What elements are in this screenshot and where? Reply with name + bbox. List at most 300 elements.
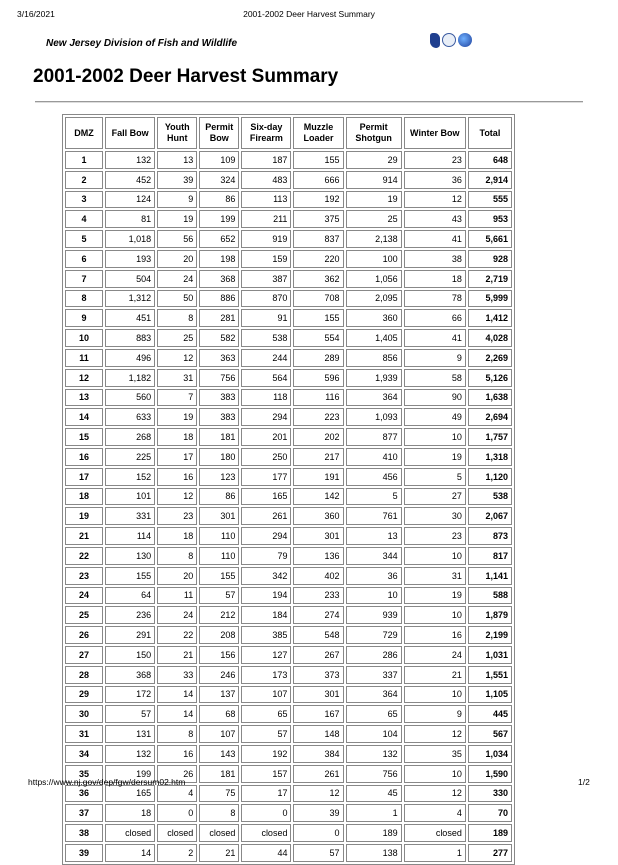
table-cell: 173: [241, 666, 291, 684]
table-cell: 116: [293, 389, 343, 407]
table-cell: 2,095: [346, 290, 402, 308]
table-cell: 9: [404, 349, 466, 367]
table-row: [65, 646, 512, 664]
total-cell: 5,661: [468, 230, 512, 248]
table-cell: 56: [157, 230, 197, 248]
table-cell: 202: [293, 428, 343, 446]
table-cell: 883: [105, 329, 155, 347]
table-cell: 220: [293, 250, 343, 268]
table-row: [65, 547, 512, 565]
table-cell: 81: [105, 210, 155, 228]
table-cell: 1,093: [346, 408, 402, 426]
table-cell: 155: [105, 567, 155, 585]
table-cell: 65: [241, 705, 291, 723]
table-cell: 191: [293, 468, 343, 486]
table-header-row: [65, 117, 512, 149]
dmz-cell: 8: [65, 290, 103, 308]
table-cell: 107: [241, 686, 291, 704]
table-cell: 504: [105, 270, 155, 288]
table-cell: 756: [346, 765, 402, 783]
table-cell: 246: [199, 666, 239, 684]
total-cell: 5,999: [468, 290, 512, 308]
dmz-cell: 39: [65, 844, 103, 862]
table-cell: 64: [105, 587, 155, 605]
dmz-cell: 27: [65, 646, 103, 664]
table-cell: 212: [199, 606, 239, 624]
table-cell: 25: [157, 329, 197, 347]
column-header: Permit Shotgun: [346, 117, 402, 149]
total-cell: 567: [468, 725, 512, 743]
table-row: [65, 804, 512, 822]
table-cell: 12: [157, 488, 197, 506]
table-cell: 132: [105, 745, 155, 763]
table-row: [65, 250, 512, 268]
table-row: [65, 171, 512, 189]
table-cell: 41: [404, 329, 466, 347]
table-cell: 10: [404, 547, 466, 565]
table-cell: 65: [346, 705, 402, 723]
table-cell: 363: [199, 349, 239, 367]
table-cell: 157: [241, 765, 291, 783]
table-cell: 23: [404, 527, 466, 545]
table-row: [65, 725, 512, 743]
table-cell: 886: [199, 290, 239, 308]
table-cell: 187: [241, 151, 291, 169]
table-cell: 939: [346, 606, 402, 624]
dmz-cell: 26: [65, 626, 103, 644]
table-cell: 36: [346, 567, 402, 585]
table-row: [65, 408, 512, 426]
table-cell: 167: [293, 705, 343, 723]
table-cell: 184: [241, 606, 291, 624]
table-row: [65, 507, 512, 525]
table-cell: 208: [199, 626, 239, 644]
table-cell: 21: [199, 844, 239, 862]
total-cell: 1,879: [468, 606, 512, 624]
total-cell: 2,269: [468, 349, 512, 367]
table-cell: 10: [346, 587, 402, 605]
table-row: [65, 824, 512, 842]
table-cell: 8: [157, 547, 197, 565]
dmz-cell: 10: [65, 329, 103, 347]
table-cell: 101: [105, 488, 155, 506]
table-row: [65, 686, 512, 704]
table-cell: closed: [157, 824, 197, 842]
table-cell: 11: [157, 587, 197, 605]
page-title: 2001-2002 Deer Harvest Summary: [33, 66, 339, 87]
table-cell: 870: [241, 290, 291, 308]
table-cell: 100: [346, 250, 402, 268]
table-cell: 57: [199, 587, 239, 605]
dmz-cell: 25: [65, 606, 103, 624]
table-cell: 496: [105, 349, 155, 367]
dmz-cell: 4: [65, 210, 103, 228]
print-date: 3/16/2021: [17, 9, 55, 19]
table-cell: 223: [293, 408, 343, 426]
column-header: Youth Hunt: [157, 117, 197, 149]
table-cell: 12: [157, 349, 197, 367]
table-cell: 20: [157, 567, 197, 585]
table-cell: 127: [241, 646, 291, 664]
table-cell: 181: [199, 428, 239, 446]
table-cell: 364: [346, 686, 402, 704]
page-number: 1/2: [578, 777, 590, 787]
table-cell: 360: [346, 309, 402, 327]
table-cell: closed: [105, 824, 155, 842]
table-cell: 35: [404, 745, 466, 763]
dmz-cell: 21: [65, 527, 103, 545]
table-cell: 79: [241, 547, 291, 565]
dmz-cell: 1: [65, 151, 103, 169]
table-cell: 375: [293, 210, 343, 228]
table-cell: closed: [241, 824, 291, 842]
table-cell: 194: [241, 587, 291, 605]
table-row: [65, 151, 512, 169]
table-cell: 29: [346, 151, 402, 169]
table-cell: 337: [346, 666, 402, 684]
table-cell: 130: [105, 547, 155, 565]
total-cell: 2,914: [468, 171, 512, 189]
dmz-cell: 7: [65, 270, 103, 288]
table-cell: 373: [293, 666, 343, 684]
table-cell: 294: [241, 408, 291, 426]
table-cell: 45: [346, 785, 402, 803]
dmz-cell: 29: [65, 686, 103, 704]
table-cell: 286: [346, 646, 402, 664]
table-cell: 554: [293, 329, 343, 347]
table-cell: 564: [241, 369, 291, 387]
table-cell: 5: [404, 468, 466, 486]
total-cell: 4,028: [468, 329, 512, 347]
table-cell: 538: [241, 329, 291, 347]
table-cell: 18: [105, 804, 155, 822]
table-cell: 289: [293, 349, 343, 367]
table-cell: 44: [241, 844, 291, 862]
table-cell: 114: [105, 527, 155, 545]
table-cell: 281: [199, 309, 239, 327]
table-cell: 155: [199, 567, 239, 585]
table-cell: 14: [157, 686, 197, 704]
total-cell: 277: [468, 844, 512, 862]
table-cell: 13: [346, 527, 402, 545]
table-cell: 233: [293, 587, 343, 605]
table-cell: closed: [199, 824, 239, 842]
dmz-cell: 22: [65, 547, 103, 565]
table-cell: 18: [157, 428, 197, 446]
table-cell: 652: [199, 230, 239, 248]
table-cell: 16: [157, 745, 197, 763]
table-cell: 110: [199, 527, 239, 545]
table-cell: 113: [241, 191, 291, 209]
table-cell: 23: [404, 151, 466, 169]
total-cell: 189: [468, 824, 512, 842]
table-cell: 131: [105, 725, 155, 743]
table-cell: 342: [241, 567, 291, 585]
table-row: [65, 369, 512, 387]
total-cell: 1,551: [468, 666, 512, 684]
table-row: [65, 309, 512, 327]
table-cell: 193: [105, 250, 155, 268]
dmz-cell: 24: [65, 587, 103, 605]
table-cell: 261: [293, 765, 343, 783]
table-cell: 118: [241, 389, 291, 407]
print-title: 2001-2002 Deer Harvest Summary: [243, 9, 375, 19]
table-cell: 49: [404, 408, 466, 426]
table-cell: 16: [157, 468, 197, 486]
dmz-cell: 9: [65, 309, 103, 327]
table-cell: 172: [105, 686, 155, 704]
table-cell: 137: [199, 686, 239, 704]
table-cell: 384: [293, 745, 343, 763]
table-cell: 8: [157, 309, 197, 327]
table-cell: 368: [199, 270, 239, 288]
table-cell: 919: [241, 230, 291, 248]
table-cell: 877: [346, 428, 402, 446]
table-cell: 14: [157, 705, 197, 723]
table-cell: 410: [346, 448, 402, 466]
table-cell: 9: [157, 191, 197, 209]
table-cell: 9: [404, 705, 466, 723]
table-cell: 452: [105, 171, 155, 189]
table-cell: 19: [404, 587, 466, 605]
table-row: [65, 705, 512, 723]
table-cell: 582: [199, 329, 239, 347]
table-cell: 198: [199, 250, 239, 268]
total-cell: 873: [468, 527, 512, 545]
dmz-cell: 34: [65, 745, 103, 763]
dmz-cell: 13: [65, 389, 103, 407]
table-cell: 66: [404, 309, 466, 327]
table-cell: 21: [404, 666, 466, 684]
table-cell: 560: [105, 389, 155, 407]
table-cell: 19: [157, 210, 197, 228]
dmz-cell: 18: [65, 488, 103, 506]
table-cell: 16: [404, 626, 466, 644]
table-cell: 261: [241, 507, 291, 525]
total-cell: 648: [468, 151, 512, 169]
table-cell: 25: [346, 210, 402, 228]
table-cell: 50: [157, 290, 197, 308]
table-row: [65, 666, 512, 684]
dmz-cell: 36: [65, 785, 103, 803]
table-cell: 36: [404, 171, 466, 189]
table-cell: 123: [199, 468, 239, 486]
total-cell: 2,694: [468, 408, 512, 426]
dmz-cell: 12: [65, 369, 103, 387]
table-cell: 143: [199, 745, 239, 763]
dmz-cell: 28: [65, 666, 103, 684]
table-cell: 12: [404, 191, 466, 209]
table-cell: 155: [293, 309, 343, 327]
agency-name: New Jersey Division of Fish and Wildlife: [46, 38, 238, 49]
dmz-cell: 3: [65, 191, 103, 209]
table-cell: 301: [293, 527, 343, 545]
table-row: [65, 468, 512, 486]
table-cell: 451: [105, 309, 155, 327]
table-cell: 24: [157, 270, 197, 288]
dmz-cell: 15: [65, 428, 103, 446]
table-cell: 39: [293, 804, 343, 822]
table-cell: 2: [157, 844, 197, 862]
table-cell: 456: [346, 468, 402, 486]
table-cell: 8: [199, 804, 239, 822]
dmz-cell: 30: [65, 705, 103, 723]
column-header: Muzzle Loader: [293, 117, 343, 149]
table-cell: 18: [157, 527, 197, 545]
table-cell: 30: [404, 507, 466, 525]
table-cell: 1,018: [105, 230, 155, 248]
table-cell: 86: [199, 488, 239, 506]
table-cell: 633: [105, 408, 155, 426]
total-cell: 953: [468, 210, 512, 228]
table-cell: 43: [404, 210, 466, 228]
table-cell: 1,056: [346, 270, 402, 288]
table-cell: 217: [293, 448, 343, 466]
globe-logo-icon: [458, 33, 472, 47]
table-cell: 192: [241, 745, 291, 763]
column-header: Permit Bow: [199, 117, 239, 149]
total-cell: 70: [468, 804, 512, 822]
column-header: Winter Bow: [404, 117, 466, 149]
table-cell: 4: [404, 804, 466, 822]
dmz-cell: 11: [65, 349, 103, 367]
table-cell: 57: [241, 725, 291, 743]
dmz-cell: 19: [65, 507, 103, 525]
table-row: [65, 606, 512, 624]
column-header: Six-day Firearm: [241, 117, 291, 149]
table-cell: 10: [404, 765, 466, 783]
table-cell: 0: [157, 804, 197, 822]
table-cell: 708: [293, 290, 343, 308]
table-cell: 201: [241, 428, 291, 446]
dmz-cell: 35: [65, 765, 103, 783]
table-cell: 5: [346, 488, 402, 506]
dmz-cell: 14: [65, 408, 103, 426]
table-cell: 152: [105, 468, 155, 486]
table-cell: 24: [404, 646, 466, 664]
table-cell: 12: [293, 785, 343, 803]
total-cell: 588: [468, 587, 512, 605]
table-cell: 268: [105, 428, 155, 446]
table-cell: 17: [157, 448, 197, 466]
table-cell: 91: [241, 309, 291, 327]
table-cell: 383: [199, 408, 239, 426]
dmz-cell: 17: [65, 468, 103, 486]
table-row: [65, 567, 512, 585]
table-cell: 274: [293, 606, 343, 624]
table-cell: 666: [293, 171, 343, 189]
table-cell: 387: [241, 270, 291, 288]
total-cell: 1,318: [468, 448, 512, 466]
table-cell: 107: [199, 725, 239, 743]
dmz-cell: 6: [65, 250, 103, 268]
table-cell: 402: [293, 567, 343, 585]
table-cell: 20: [157, 250, 197, 268]
table-row: [65, 587, 512, 605]
table-cell: 21: [157, 646, 197, 664]
table-cell: 150: [105, 646, 155, 664]
table-cell: 225: [105, 448, 155, 466]
table-row: [65, 210, 512, 228]
table-row: [65, 527, 512, 545]
table-cell: 7: [157, 389, 197, 407]
table-cell: 33: [157, 666, 197, 684]
table-cell: 14: [105, 844, 155, 862]
total-cell: 1,120: [468, 468, 512, 486]
table-cell: 136: [293, 547, 343, 565]
table-cell: 38: [404, 250, 466, 268]
table-cell: 10: [404, 606, 466, 624]
dmz-cell: 23: [65, 567, 103, 585]
table-cell: 17: [241, 785, 291, 803]
table-cell: 211: [241, 210, 291, 228]
total-cell: 2,067: [468, 507, 512, 525]
table-cell: 8: [157, 725, 197, 743]
table-row: [65, 290, 512, 308]
table-cell: 385: [241, 626, 291, 644]
table-cell: 0: [293, 824, 343, 842]
table-row: [65, 428, 512, 446]
table-cell: 729: [346, 626, 402, 644]
table-cell: 12: [404, 725, 466, 743]
table-cell: 236: [105, 606, 155, 624]
table-cell: 41: [404, 230, 466, 248]
table-row: [65, 626, 512, 644]
table-row: [65, 349, 512, 367]
table-row: [65, 270, 512, 288]
table-cell: 1,939: [346, 369, 402, 387]
table-row: [65, 448, 512, 466]
table-cell: 331: [105, 507, 155, 525]
total-cell: 2,199: [468, 626, 512, 644]
table-row: [65, 785, 512, 803]
dmz-cell: 38: [65, 824, 103, 842]
horizontal-rule: [35, 101, 583, 103]
table-cell: 68: [199, 705, 239, 723]
table-cell: 291: [105, 626, 155, 644]
table-cell: 1,182: [105, 369, 155, 387]
column-header: Fall Bow: [105, 117, 155, 149]
dmz-cell: 37: [65, 804, 103, 822]
table-cell: 1: [346, 804, 402, 822]
table-cell: 19: [346, 191, 402, 209]
table-cell: 132: [346, 745, 402, 763]
table-cell: 19: [404, 448, 466, 466]
table-cell: 301: [199, 507, 239, 525]
table-cell: 159: [241, 250, 291, 268]
table-cell: 199: [199, 210, 239, 228]
table-cell: 31: [404, 567, 466, 585]
table-cell: 165: [105, 785, 155, 803]
table-cell: 109: [199, 151, 239, 169]
table-cell: closed: [404, 824, 466, 842]
table-cell: 23: [157, 507, 197, 525]
table-cell: 39: [157, 171, 197, 189]
table-cell: 267: [293, 646, 343, 664]
total-cell: 2,719: [468, 270, 512, 288]
dmz-cell: 31: [65, 725, 103, 743]
total-cell: 1,638: [468, 389, 512, 407]
table-cell: 596: [293, 369, 343, 387]
table-cell: 250: [241, 448, 291, 466]
dmz-cell: 16: [65, 448, 103, 466]
table-cell: 31: [157, 369, 197, 387]
table-cell: 180: [199, 448, 239, 466]
total-cell: 5,126: [468, 369, 512, 387]
table-cell: 13: [157, 151, 197, 169]
table-cell: 78: [404, 290, 466, 308]
table-cell: 756: [199, 369, 239, 387]
